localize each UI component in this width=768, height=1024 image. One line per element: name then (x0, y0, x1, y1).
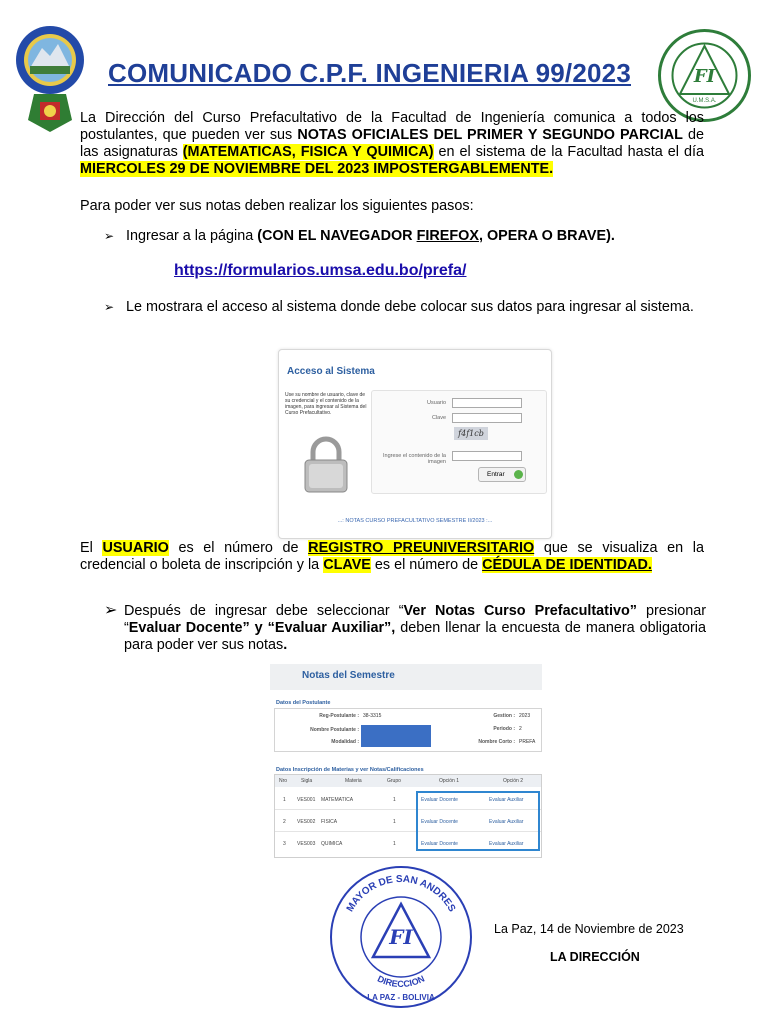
svg-text:FI: FI (389, 925, 413, 949)
step-1-bold-open: (CON EL NAVEGADOR (257, 228, 417, 244)
table-header (275, 775, 541, 787)
step-3-text-3: deben llenar la encuesta de manera obligatoria para poder ver sus notas (124, 620, 706, 653)
step-1-firefox: FIREFOX (416, 228, 479, 244)
umsa-seal-logo (14, 22, 86, 134)
step-3-text-1: Después de ingresar debe seleccionar “ (124, 603, 404, 619)
intro-highlight-subjects: (MATEMATICAS, FISICA Y QUIMICA) (182, 144, 434, 160)
th-opcion2: Opción 2 (503, 778, 524, 784)
login-title: Acceso al Sistema (287, 366, 375, 377)
row-3-nro: 3 (283, 841, 286, 847)
datos-postulante-box (274, 708, 542, 752)
intro-text-2: de las asignaturas (80, 127, 704, 160)
row-1-materia: MATEMATICA (321, 797, 354, 803)
credentials-text-4: es el número de (370, 557, 483, 573)
usuario-highlight: USUARIO (102, 540, 169, 556)
svg-text:FI: FI (693, 66, 716, 87)
row-3-sigla: VES003 (297, 841, 316, 847)
step-1 (126, 228, 706, 245)
th-grupo: Grupo (387, 778, 401, 784)
notes-screenshot (270, 664, 542, 860)
step-3 (124, 603, 706, 654)
entrar-button[interactable] (478, 467, 526, 482)
intro-bold-notas: NOTAS OFICIALES DEL PRIMER Y SEGUNDO PARCIAL (297, 127, 683, 143)
step-2-bullet-icon: ➢ (104, 300, 115, 314)
nombre-redacted (361, 725, 431, 747)
step-3-period: . (283, 637, 288, 653)
row-1-grupo: 1 (393, 797, 396, 803)
intro-text-1: La Dirección del Curso Prefacultativo de la Facultad de Ingeniería comunica a todos los postulantes, que pueden ver sus (80, 110, 704, 143)
row-2-materia: FISICA (321, 819, 338, 825)
credentials-text-3: que se visualiza en la credencial o boleta de inscripción y la (80, 540, 704, 573)
clave-label: Clave (431, 415, 446, 421)
credentials-text-2: es el número de (168, 540, 309, 556)
usuario-label: Usuario (427, 400, 446, 406)
row-3-evaluar-docente-link[interactable]: Evaluar Docente (421, 841, 458, 847)
row-1-sigla: VES001 (297, 797, 316, 803)
svg-text:DIRECCION: DIRECCION (375, 973, 427, 989)
th-opcion1: Opción 1 (439, 778, 460, 784)
row-2-sigla: VES002 (297, 819, 316, 825)
options-highlight-box (416, 791, 540, 851)
captcha-label: Ingrese el contenido de la imagen (383, 453, 446, 465)
step-3-bullet-icon: ➢ (104, 602, 118, 619)
login-screenshot (278, 349, 552, 539)
notes-title: Notas del Semestre (302, 670, 395, 681)
footer-date: La Paz, 14 de Noviembre de 2023 (494, 922, 684, 936)
intro-paragraph (80, 110, 704, 178)
credentials-paragraph (80, 540, 704, 574)
nombre-label: Nombre Postulante : (310, 727, 359, 733)
step-1-bullet-icon: ➢ (104, 229, 115, 243)
footer-signature: LA DIRECCIÓN (550, 950, 640, 964)
login-footer: ...: NOTAS CURSO PREFACULTATIVO SEMESTRE II/2023 :... (337, 518, 493, 524)
row-2-evaluar-auxiliar-link[interactable]: Evaluar Auxiliar (489, 819, 524, 825)
svg-text:U.M.S.A.: U.M.S.A. (692, 98, 717, 104)
row-2-nro: 2 (283, 819, 286, 825)
row-3-grupo: 1 (393, 841, 396, 847)
svg-text:LA PAZ - BOLIVIA: LA PAZ - BOLIVIA (367, 993, 435, 1002)
cedula-highlight: CÉDULA DE IDENTIDAD. (482, 557, 652, 573)
row-2-evaluar-docente-link[interactable]: Evaluar Docente (421, 819, 458, 825)
fi-seal-logo (657, 28, 752, 123)
row-3-materia: QUIMICA (321, 841, 343, 847)
entrar-label: Entrar (487, 471, 505, 478)
row-3-evaluar-auxiliar-link[interactable]: Evaluar Auxiliar (489, 841, 524, 847)
row-1-evaluar-docente-link[interactable]: Evaluar Docente (421, 797, 458, 803)
row-1-nro: 1 (283, 797, 286, 803)
padlock-icon (301, 434, 351, 499)
svg-text:MAYOR DE SAN ANDRES: MAYOR DE SAN ANDRES (344, 873, 458, 914)
page-title: COMUNICADO C.P.F. INGENIERIA 99/2023 (108, 58, 631, 88)
reg-label: Reg-Postulante : (319, 713, 359, 719)
prefa-link[interactable]: https://formularios.umsa.edu.bo/prefa/ (174, 262, 467, 279)
inscripcion-title: Datos Inscripción de Materias y ver Notas/Calificaciones (276, 767, 424, 773)
go-arrow-icon (514, 470, 523, 479)
row-1-evaluar-auxiliar-link[interactable]: Evaluar Auxiliar (489, 797, 524, 803)
clave-highlight: CLAVE (323, 557, 371, 573)
datos-postulante-title: Datos del Postulante (276, 700, 331, 706)
login-form (371, 390, 547, 494)
credentials-text-1: El (80, 540, 103, 556)
direccion-stamp-logo (326, 862, 476, 1012)
gestion-value: 2023 (519, 713, 531, 719)
step-3-evaluar: Evaluar Docente” y “Evaluar Auxiliar”, (128, 620, 396, 636)
usuario-input[interactable] (452, 398, 522, 408)
registro-highlight: REGISTRO PREUNIVERSITARIO (308, 540, 535, 556)
step-3-ver-notas: Ver Notas Curso Prefacultativo” (403, 603, 637, 619)
corto-value: PREFA (519, 739, 536, 745)
clave-input[interactable] (452, 413, 522, 423)
steps-intro: Para poder ver sus notas deben realizar los siguientes pasos: (80, 198, 474, 214)
gestion-label: Gestion : (493, 713, 515, 719)
step-2: Le mostrara el acceso al sistema donde debe colocar sus datos para ingresar al sistema. (126, 299, 694, 315)
reg-value: 38-3315 (363, 713, 382, 719)
login-description: Use su nombre de usuario, clave de su credencial y el contenido de la imagen, para ingresar al Sistema del Curso Prefacultativo. (285, 392, 367, 416)
th-nro: Nro (279, 778, 288, 784)
modalidad-label: Modalidad : (331, 739, 359, 745)
th-sigla: Sigla (301, 778, 313, 784)
intro-text-3: en el sistema de la Facultad hasta el día (433, 144, 704, 160)
captcha-image: f4f1cb (454, 427, 488, 440)
captcha-input[interactable] (452, 451, 522, 461)
step-1-bold-close: , OPERA O BRAVE). (478, 228, 615, 244)
th-materia: Materia (345, 778, 362, 784)
corto-label: Nombre Corto : (478, 739, 515, 745)
row-2-grupo: 1 (393, 819, 396, 825)
step-3-text-2: presionar “ (124, 603, 706, 636)
periodo-label: Periodo : (493, 726, 515, 732)
intro-highlight-deadline: MIERCOLES 29 DE NOVIEMBRE DEL 2023 IMPOSTERGABLEMENTE. (80, 161, 554, 177)
step-1-text: Ingresar a la página (126, 228, 258, 244)
periodo-value: 2 (519, 726, 522, 732)
